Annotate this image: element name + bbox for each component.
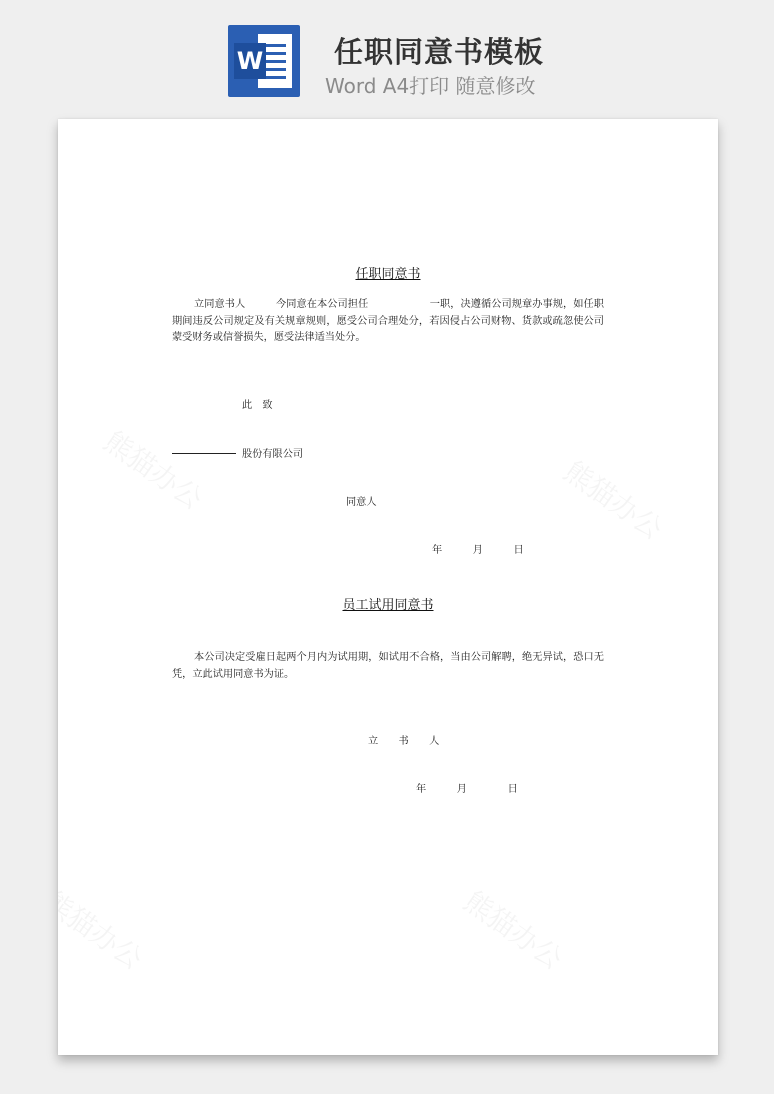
appointment-consent-title: 任职同意书 <box>355 267 421 282</box>
watermark <box>557 450 672 547</box>
writer-label: 立 书 人 <box>368 736 440 747</box>
company-name-blank[interactable] <box>172 453 236 454</box>
company-label: 股份有限公司 <box>242 449 304 460</box>
salutation: 此 致 <box>242 400 273 411</box>
word-letter: W <box>234 43 266 79</box>
probation-consent-paragraph: 本公司决定受雇日起两个月内为试用期，如试用不合格，当由公司解聘，绝无异试，恐口无凭，立此试用同意书为证。 <box>172 652 604 680</box>
watermark <box>97 420 212 517</box>
watermark <box>58 880 151 977</box>
watermark <box>457 880 572 977</box>
probation-consent-title: 员工试用同意书 <box>342 598 434 613</box>
consenter-label: 同意人 <box>346 497 377 508</box>
appointment-consent-paragraph: 立同意书人 今同意在本公司担任 一职，决遵循公司规章办事规，如任职期间违反公司规定及有关规章规则，愿受公司合理处分，若因侵占公司财物、货款或疏忽使公司蒙受财务或信誉损失，愿受法律适当处分。 <box>172 299 604 343</box>
page-subtitle: Word A4打印 随意修改 <box>325 74 536 98</box>
document-page <box>58 119 718 1055</box>
date-line: 年 月 日 <box>432 545 524 556</box>
page-title: 任职同意书模板 <box>334 35 545 69</box>
template-header <box>0 0 774 110</box>
word-icon <box>228 25 300 97</box>
date-line: 年 月 日 <box>416 784 518 795</box>
